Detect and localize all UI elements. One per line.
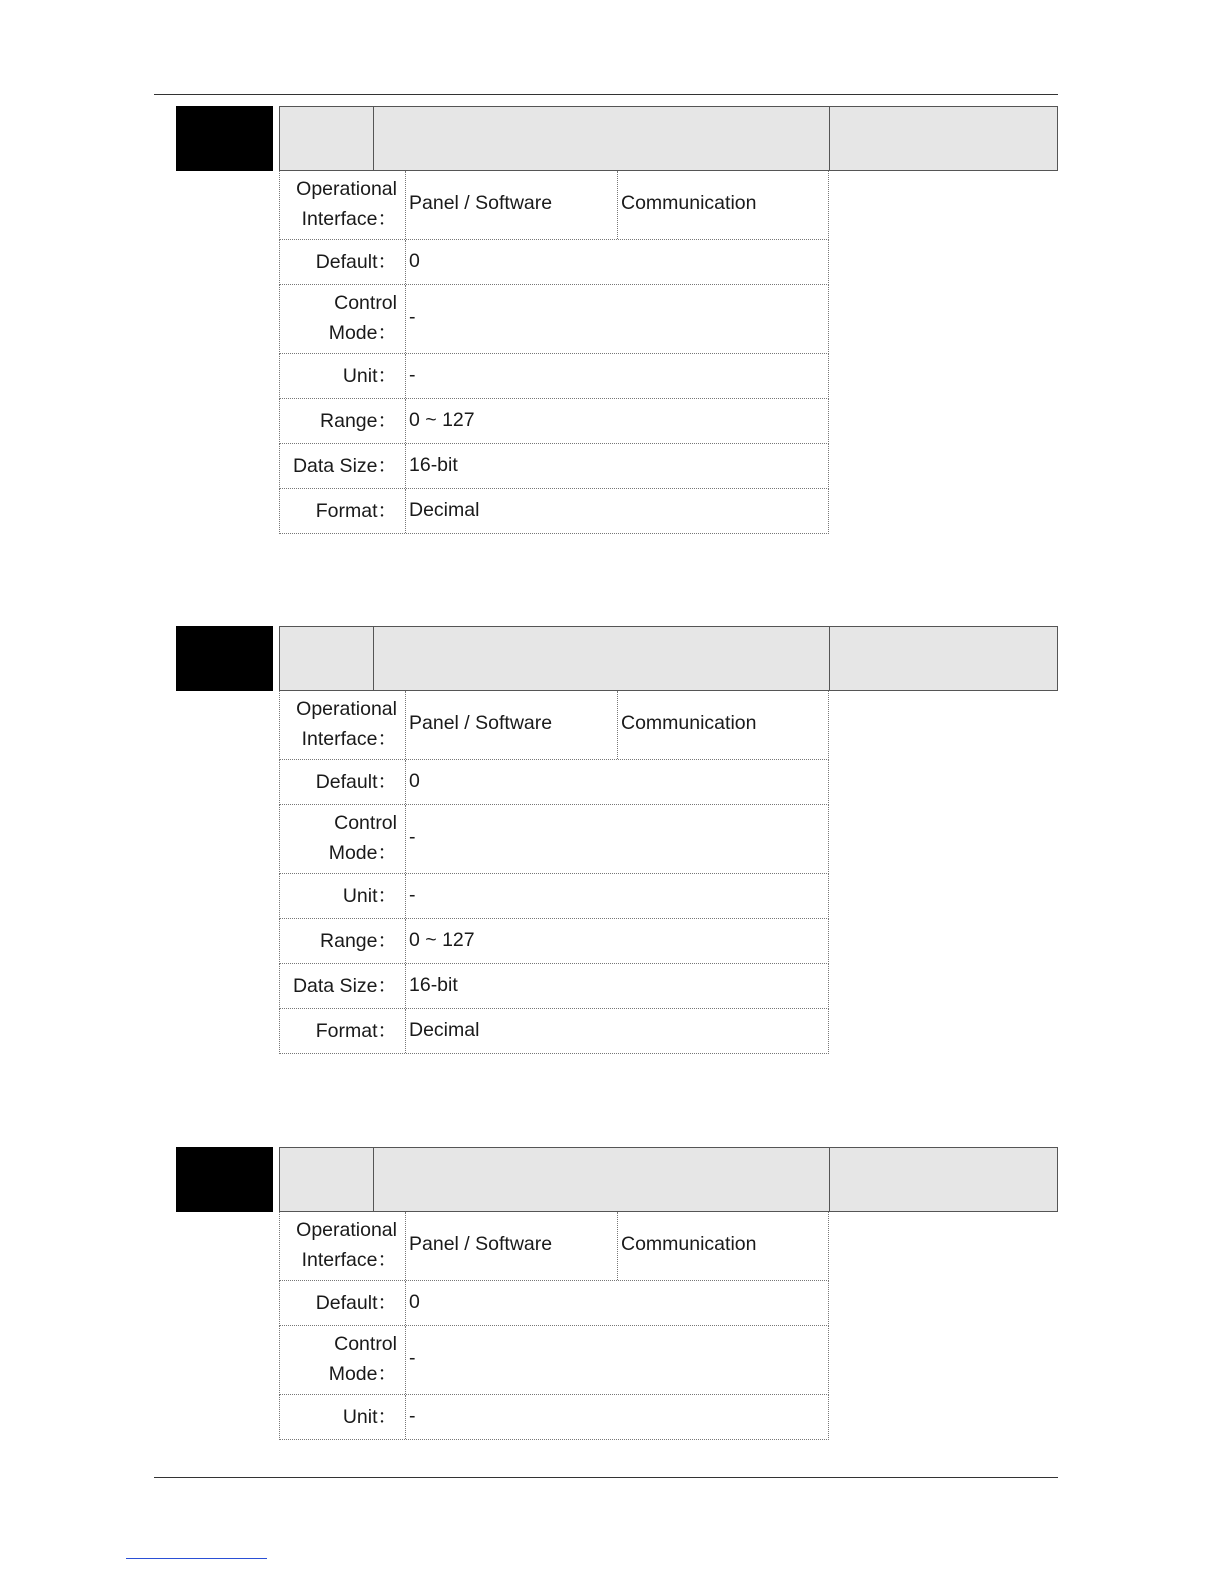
row-label: Operational Interface： [280, 171, 406, 239]
footer-rule [154, 1477, 1058, 1478]
row-control-mode [279, 1326, 829, 1395]
header-divider [373, 107, 374, 170]
interface-communication: Communication [617, 691, 756, 759]
row-value: 16-bit [409, 974, 458, 996]
row-label: Unit： [280, 354, 406, 398]
parameter-table [279, 1212, 829, 1440]
row-default [279, 760, 829, 805]
row-label: Format： [280, 489, 406, 533]
row-value: - [409, 884, 416, 906]
parameter-header-bar [279, 626, 1058, 691]
row-range [279, 919, 829, 964]
row-label: Unit： [280, 1395, 406, 1439]
header-divider [829, 627, 830, 690]
row-operational-interface [279, 1212, 829, 1281]
row-value: 0 ~ 127 [409, 929, 475, 951]
header-divider [829, 107, 830, 170]
row-label: Data Size： [280, 964, 406, 1008]
row-default [279, 1281, 829, 1326]
row-label: Default： [280, 240, 406, 284]
row-unit [279, 354, 829, 399]
footer-link-underline[interactable] [126, 1558, 267, 1559]
row-label: Operational Interface： [280, 1212, 406, 1280]
row-control-mode [279, 285, 829, 354]
interface-communication: Communication [617, 171, 756, 239]
row-label: Unit： [280, 874, 406, 918]
row-label: Default： [280, 760, 406, 804]
row-unit [279, 1395, 829, 1440]
row-format [279, 489, 829, 534]
header-divider [829, 1148, 830, 1211]
row-value: - [409, 1405, 416, 1427]
row-control-mode [279, 805, 829, 874]
row-value: 0 [409, 250, 420, 272]
header-divider [373, 627, 374, 690]
row-data-size [279, 444, 829, 489]
row-value: - [409, 364, 416, 386]
row-value: - [409, 826, 416, 848]
row-label: Control Mode： [280, 285, 406, 353]
parameter-id-box [176, 106, 273, 171]
header-rule [154, 94, 1058, 95]
row-label: Range： [280, 399, 406, 443]
row-label: Range： [280, 919, 406, 963]
parameter-header-bar [279, 1147, 1058, 1212]
row-default [279, 240, 829, 285]
row-format [279, 1009, 829, 1054]
interface-panel-software: Panel / Software [409, 712, 553, 734]
parameter-table [279, 691, 829, 1054]
row-unit [279, 874, 829, 919]
interface-panel-software: Panel / Software [409, 1233, 553, 1255]
row-range [279, 399, 829, 444]
row-label: Data Size： [280, 444, 406, 488]
parameter-header-bar [279, 106, 1058, 171]
row-value: 0 [409, 1291, 420, 1313]
parameter-table [279, 171, 829, 534]
interface-communication: Communication [617, 1212, 756, 1280]
row-value: - [409, 306, 416, 328]
row-value: 16-bit [409, 454, 458, 476]
header-divider [373, 1148, 374, 1211]
row-operational-interface [279, 691, 829, 760]
row-value: 0 ~ 127 [409, 409, 475, 431]
row-value: Decimal [409, 499, 480, 521]
row-data-size [279, 964, 829, 1009]
row-value: Decimal [409, 1019, 480, 1041]
interface-panel-software: Panel / Software [409, 192, 553, 214]
row-label: Control Mode： [280, 805, 406, 873]
row-value: 0 [409, 770, 420, 792]
row-label: Format： [280, 1009, 406, 1053]
row-label: Control Mode： [280, 1326, 406, 1394]
row-value: - [409, 1347, 416, 1369]
parameter-id-box [176, 626, 273, 691]
parameter-id-box [176, 1147, 273, 1212]
row-label: Default： [280, 1281, 406, 1325]
row-label: Operational Interface： [280, 691, 406, 759]
row-operational-interface [279, 171, 829, 240]
